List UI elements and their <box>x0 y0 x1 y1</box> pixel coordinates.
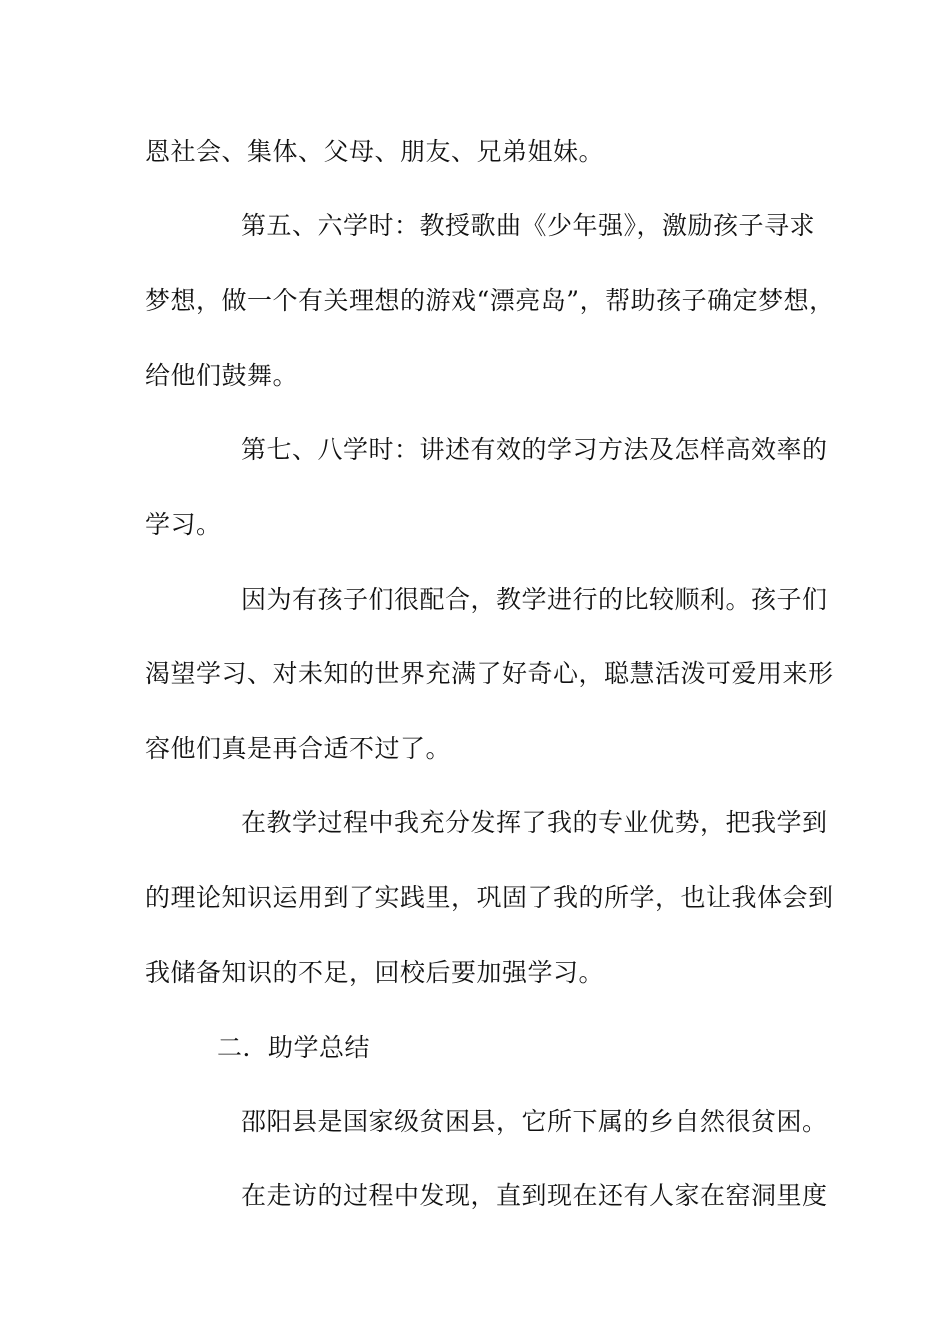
section-heading: 二．助学总结 <box>217 1033 371 1062</box>
text-line: 给他们鼓舞。 <box>145 361 299 390</box>
text-line: 梦想，做一个有关理想的游戏“漂亮岛”，帮助孩子确定梦想， <box>145 286 835 315</box>
text-line: 恩社会、集体、父母、朋友、兄弟姐妹。 <box>145 137 605 166</box>
text-line: 在走访的过程中发现，直到现在还有人家在窑洞里度 <box>241 1181 828 1210</box>
text-line: 第五、六学时：教授歌曲《少年强》，激励孩子寻求 <box>241 211 816 240</box>
text-line: 渴望学习、对未知的世界充满了好奇心，聪慧活泼可爱用来形 <box>145 659 834 688</box>
text-line: 邵阳县是国家级贫困县，它所下属的乡自然很贫困。 <box>241 1107 828 1136</box>
text-line: 在教学过程中我充分发挥了我的专业优势，把我学到 <box>241 808 828 837</box>
text-line: 因为有孩子们很配合，教学进行的比较顺利。孩子们 <box>241 585 828 614</box>
text-line: 容他们真是再合适不过了。 <box>145 734 452 763</box>
text-line: 第七、八学时：讲述有效的学习方法及怎样高效率的 <box>241 435 828 464</box>
text-line: 学习。 <box>145 510 222 539</box>
text-line: 我储备知识的不足，回校后要加强学习。 <box>145 958 605 987</box>
text-line: 的理论知识运用到了实践里，巩固了我的所学，也让我体会到 <box>145 883 834 912</box>
